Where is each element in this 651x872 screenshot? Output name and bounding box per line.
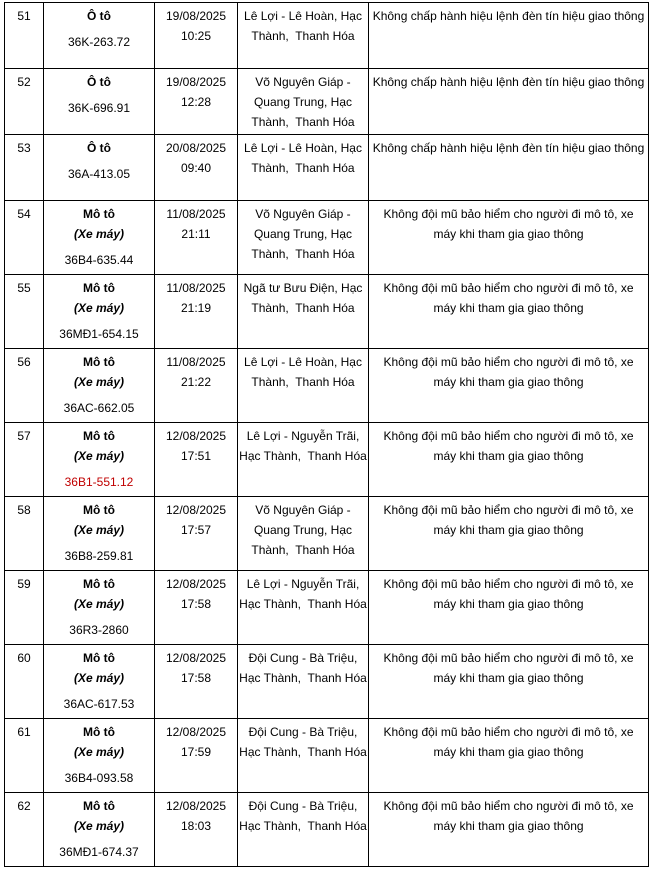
violation-date: 11/08/2025 (166, 355, 226, 369)
row-number: 54 (5, 201, 44, 275)
violation-description: Không chấp hành hiệu lệnh đèn tín hiệu giao thông (369, 69, 649, 135)
vehicle-type: Ô tô (87, 9, 111, 23)
license-plate: 36B4-635.44 (64, 253, 134, 267)
traffic-violations-table (4, 2, 649, 867)
row-number: 56 (5, 349, 44, 423)
license-plate: 36R3-2860 (69, 623, 129, 637)
vehicle-subtype: (Xe máy) (73, 523, 125, 537)
row-number: 57 (5, 423, 44, 497)
vehicle-type: Mô tô (83, 355, 115, 369)
license-plate: 36MĐ1-674.37 (59, 845, 139, 859)
violation-description: Không đội mũ bảo hiểm cho người đi mô tô, xe máy khi tham gia giao thông (369, 497, 649, 571)
violation-time: 18:03 (180, 819, 212, 833)
license-plate: 36B1-551.12 (64, 475, 134, 489)
violation-location: Võ Nguyên Giáp - Quang Trung, Hạc Thành, Thanh Hóa (238, 69, 369, 135)
vehicle-subtype: (Xe máy) (73, 819, 125, 833)
vehicle-type: Ô tô (87, 141, 111, 155)
vehicle-subtype: (Xe máy) (73, 597, 125, 611)
license-plate: 36AC-662.05 (63, 401, 135, 415)
table-row (5, 645, 649, 719)
table-row (5, 275, 649, 349)
row-number: 52 (5, 69, 44, 135)
violation-time: 17:59 (180, 745, 212, 759)
table-row (5, 135, 649, 201)
license-plate: 36K-263.72 (67, 35, 131, 49)
license-plate: 36A-413.05 (67, 167, 131, 181)
violation-date: 12/08/2025 (165, 577, 227, 591)
violation-location: Đội Cung - Bà Triệu, Hạc Thành, Thanh Hóa (238, 719, 369, 793)
row-number: 53 (5, 135, 44, 201)
table-row (5, 571, 649, 645)
vehicle-subtype: (Xe máy) (73, 449, 125, 463)
table-row (5, 3, 649, 69)
violation-date: 12/08/2025 (165, 651, 227, 665)
violation-description: Không đội mũ bảo hiểm cho người đi mô tô, xe máy khi tham gia giao thông (369, 349, 649, 423)
vehicle-type: Mô tô (83, 725, 115, 739)
violation-date: 12/08/2025 (165, 799, 227, 813)
violation-location: Lê Lợi - Lê Hoàn, Hạc Thành, Thanh Hóa (238, 135, 369, 201)
violation-time: 17:57 (180, 523, 212, 537)
violation-description: Không đội mũ bảo hiểm cho người đi mô tô, xe máy khi tham gia giao thông (369, 201, 649, 275)
violation-date: 20/08/2025 (165, 141, 227, 155)
row-number: 62 (5, 793, 44, 867)
table-row (5, 201, 649, 275)
license-plate: 36MĐ1-654.15 (59, 327, 139, 341)
vehicle-subtype: (Xe máy) (73, 227, 125, 241)
violation-date: 19/08/2025 (165, 75, 227, 89)
violation-date: 11/08/2025 (166, 207, 226, 221)
violation-location: Đội Cung - Bà Triệu, Hạc Thành, Thanh Hóa (238, 793, 369, 867)
violation-time: 17:58 (180, 597, 212, 611)
violation-location: Võ Nguyên Giáp - Quang Trung, Hạc Thành, Thanh Hóa (238, 497, 369, 571)
violation-location: Lê Lợi - Nguyễn Trãi, Hạc Thành, Thanh Hóa (238, 423, 369, 497)
violation-time: 21:11 (181, 227, 211, 241)
row-number: 60 (5, 645, 44, 719)
violation-location: Ngã tư Bưu Điện, Hạc Thành, Thanh Hóa (238, 275, 369, 349)
row-number: 51 (5, 3, 44, 69)
row-number: 58 (5, 497, 44, 571)
vehicle-type: Mô tô (83, 429, 115, 443)
violation-description: Không chấp hành hiệu lệnh đèn tín hiệu giao thông (369, 135, 649, 201)
vehicle-subtype: (Xe máy) (73, 745, 125, 759)
violation-date: 12/08/2025 (165, 429, 227, 443)
violation-date: 11/08/2025 (166, 281, 226, 295)
violation-time: 21:22 (180, 375, 212, 389)
violation-time: 17:51 (180, 449, 212, 463)
violation-description: Không đội mũ bảo hiểm cho người đi mô tô, xe máy khi tham gia giao thông (369, 793, 649, 867)
row-number: 59 (5, 571, 44, 645)
vehicle-type: Mô tô (83, 799, 115, 813)
violation-date: 12/08/2025 (165, 725, 227, 739)
vehicle-type: Mô tô (83, 207, 115, 221)
violation-time: 21:19 (180, 301, 212, 315)
violation-description: Không đội mũ bảo hiểm cho người đi mô tô, xe máy khi tham gia giao thông (369, 719, 649, 793)
table-row (5, 349, 649, 423)
table-row (5, 497, 649, 571)
violation-description: Không đội mũ bảo hiểm cho người đi mô tô, xe máy khi tham gia giao thông (369, 571, 649, 645)
violation-location: Đội Cung - Bà Triệu, Hạc Thành, Thanh Hóa (238, 645, 369, 719)
violation-location: Lê Lợi - Nguyễn Trãi, Hạc Thành, Thanh Hóa (238, 571, 369, 645)
vehicle-type: Mô tô (83, 281, 115, 295)
violation-location: Võ Nguyên Giáp - Quang Trung, Hạc Thành, Thanh Hóa (238, 201, 369, 275)
license-plate: 36B8-259.81 (64, 549, 134, 563)
violation-time: 17:58 (180, 671, 212, 685)
vehicle-type: Mô tô (83, 503, 115, 517)
violation-date: 19/08/2025 (165, 9, 227, 23)
license-plate: 36K-696.91 (67, 101, 131, 115)
row-number: 55 (5, 275, 44, 349)
violation-description: Không đội mũ bảo hiểm cho người đi mô tô, xe máy khi tham gia giao thông (369, 645, 649, 719)
violation-location: Lê Lợi - Lê Hoàn, Hạc Thành, Thanh Hóa (238, 349, 369, 423)
table-row (5, 69, 649, 135)
violation-date: 12/08/2025 (165, 503, 227, 517)
table-row (5, 793, 649, 867)
violation-time: 10:25 (180, 29, 212, 43)
violation-time: 12:28 (180, 95, 212, 109)
violation-time: 09:40 (180, 161, 212, 175)
violation-description: Không đội mũ bảo hiểm cho người đi mô tô, xe máy khi tham gia giao thông (369, 423, 649, 497)
license-plate: 36AC-617.53 (63, 697, 135, 711)
vehicle-subtype: (Xe máy) (73, 375, 125, 389)
license-plate: 36B4-093.58 (64, 771, 134, 785)
vehicle-subtype: (Xe máy) (73, 671, 125, 685)
violation-description: Không đội mũ bảo hiểm cho người đi mô tô, xe máy khi tham gia giao thông (369, 275, 649, 349)
vehicle-subtype: (Xe máy) (73, 301, 125, 315)
violation-location: Lê Lợi - Lê Hoàn, Hạc Thành, Thanh Hóa (238, 3, 369, 69)
vehicle-type: Ô tô (87, 75, 111, 89)
vehicle-type: Mô tô (83, 577, 115, 591)
table-row (5, 423, 649, 497)
table-row (5, 719, 649, 793)
violation-description: Không chấp hành hiệu lệnh đèn tín hiệu giao thông (369, 3, 649, 69)
row-number: 61 (5, 719, 44, 793)
vehicle-type: Mô tô (83, 651, 115, 665)
